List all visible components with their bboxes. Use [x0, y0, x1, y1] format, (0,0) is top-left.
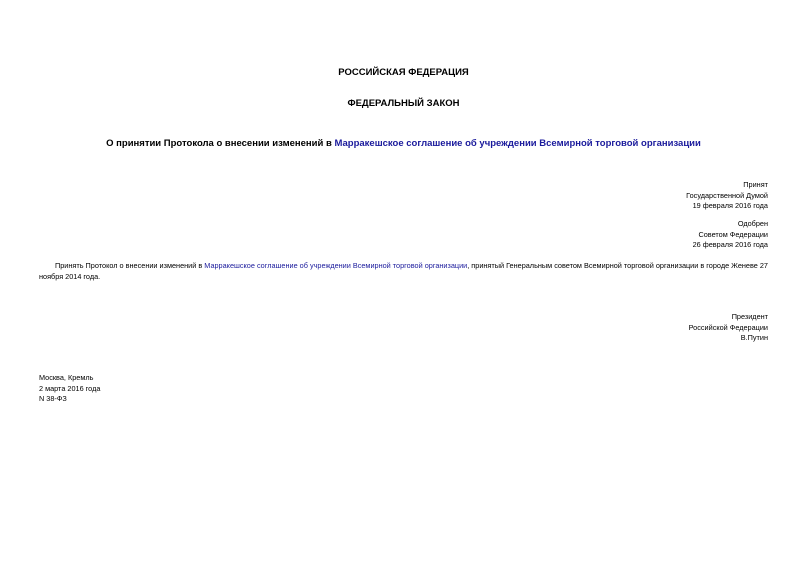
footer-block [39, 373, 100, 405]
adopted-date: 19 февраля 2016 года [692, 201, 768, 211]
signature-block [689, 312, 768, 344]
signature-org: Российской Федерации [688, 322, 768, 332]
footer-number: N 38-ФЗ [39, 394, 67, 404]
document-law-type-heading: ФЕДЕРАЛЬНЫЙ ЗАКОН [347, 98, 460, 109]
title-agreement-link[interactable]: Марракешское соглашение об учреждении Всемирной торговой организации [334, 138, 701, 149]
body-paragraph [39, 261, 768, 282]
footer-place: Москва, Кремль [39, 373, 94, 382]
footer-date: 2 марта 2016 года [39, 383, 101, 393]
body-prefix: Принять Протокол о внесении изменений в [55, 261, 205, 270]
document-title [0, 138, 807, 150]
adopted-block [686, 180, 768, 212]
approved-date: 26 февраля 2016 года [692, 240, 768, 250]
signature-title: Президент [731, 312, 768, 321]
signature-name: В.Путин [740, 333, 768, 343]
body-agreement-link[interactable]: Марракешское соглашение об учреждении Всемирной торговой организации [204, 261, 468, 270]
title-prefix: О принятии Протокола о внесении изменений в [106, 138, 335, 149]
approved-label: Одобрен [737, 219, 768, 228]
adopted-label: Принят [743, 180, 768, 189]
approved-block [693, 219, 768, 251]
document-country-heading: РОССИЙСКАЯ ФЕДЕРАЦИЯ [338, 67, 469, 78]
approved-body: Советом Федерации [698, 229, 768, 239]
body-suffix: , принятый Генеральным советом Всемирной торговой организации в городе Женеве 27 ноября 2014 года. [39, 261, 768, 281]
adopted-body: Государственной Думой [686, 190, 768, 200]
